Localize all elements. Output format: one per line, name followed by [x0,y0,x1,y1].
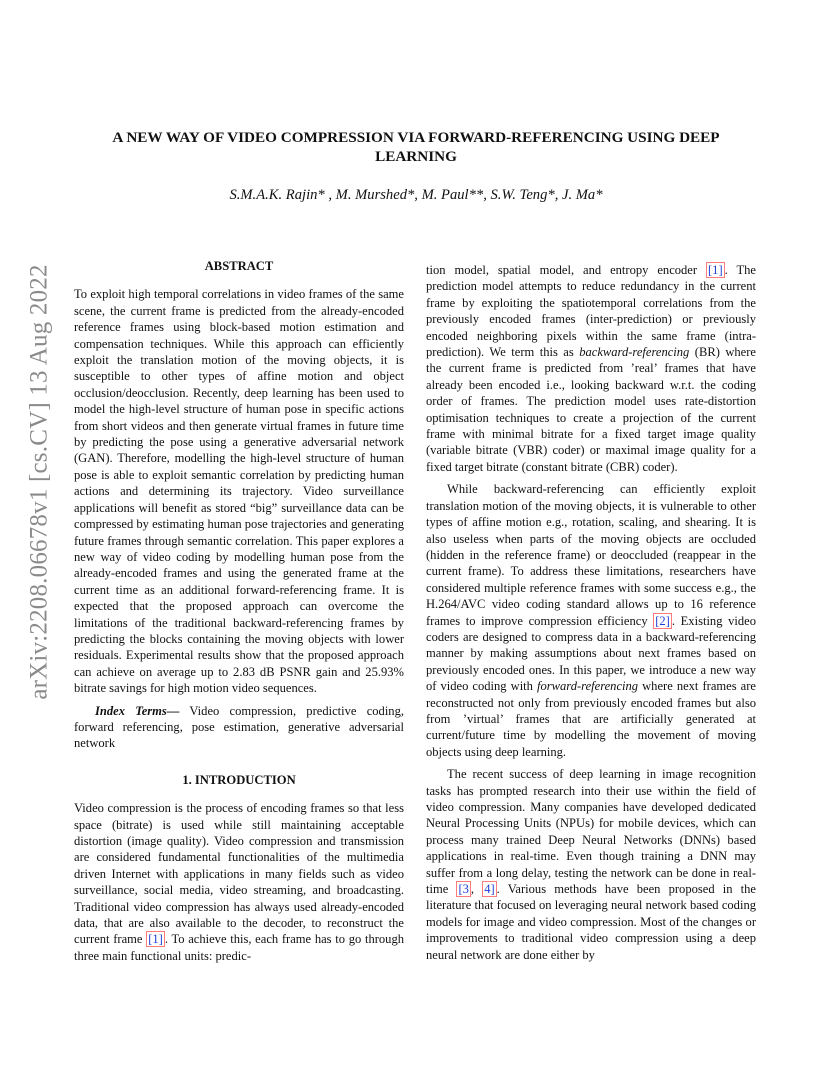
intro-p1-text-b: . To achieve this, each frame has to go through three main functional units: predic- [74,932,404,963]
citation-separator: , [470,882,483,897]
right-p3-text-a: The recent success of deep learning in image recognition tasks has prompted research into their use within the field of video compression. Many companies have developed dedicated Neural Processing Units (NPUs) for mobile devices, which can process many trained Deep Neural Networks (DNNs) based applications in real-time. Even though training a DNN may suffer from a long delay, testing the network can be done in real-time [426,767,756,897]
citation-link[interactable]: [3 [458,882,469,897]
right-paragraph-2 [426,481,756,760]
term-forward-referencing: forward-referencing [537,679,639,694]
right-paragraph-3 [426,766,756,963]
right-p1-text-a: tion model, spatial model, and entropy encoder [426,263,706,277]
intro-paragraph-1 [74,800,404,964]
index-terms [74,703,404,752]
left-column [74,258,404,964]
right-p2-text-a: While backward-referencing can efficiently exploit translation motion of the moving objects, it is vulnerable to other types of affine motion e.g., rotation, scaling, and shearing. It is also useless when parts of the moving objects are occluded (hidden in the reference frame) or deoccluded (reappear in the current frame). To address these limitations, researchers have considered multiple reference frames with some success e.g., the H.264/AVC video coding standard allows up to 16 reference frames to improve compression efficiency [426,482,756,628]
citation-link[interactable]: 4] [484,882,495,897]
introduction-heading: 1. INTRODUCTION [182,772,296,787]
right-p2-text-c: where next frames are reconstructed not only from previously encoded frames but also from ’virtual’ frames that are artificially generated at current/future time by modelling the movement of moving objects using deep learning. [426,679,756,759]
paper-title: A NEW WAY OF VIDEO COMPRESSION VIA FORWARD-REFERENCING USING DEEP LEARNING [112,129,720,165]
intro-p1-text-a: Video compression is the process of encoding frames so that less space (bitrate) is used while still maintaining acceptable distortion (image quality). Video compression and transmission are considered fundamental functionalities of the multimedia driven Internet with applications in many fields such as video surveillance, social media, video streaming, and broadcasting. Traditional video compression has always used already-encoded data, that are also available to the decoder, to reconstruct the current frame [74,801,404,947]
arxiv-identifier-stamp[interactable] [22,264,58,700]
right-column [426,262,756,963]
citation-link[interactable]: [1] [148,932,163,947]
abstract-heading: ABSTRACT [204,259,274,273]
index-terms-text: Video compression, predictive coding, forward referencing, pose estimation, generative adversarial network [74,703,404,751]
arxiv-identifier-text: arXiv:2208.06678v1 [cs.CV] 13 Aug 2022 [26,264,54,700]
right-p3-text-b: . Various methods have been proposed in the literature that focused on leveraging neural network based coding models for image and video compression. Most of the changes or improvements to traditional video compression using a deep neural network are done either by [426,882,757,962]
right-p1-text-c: (BR) where the current frame is predicted from ’real’ frames that have already been encoded i.e., looking backward w.r.t. the coding order of frames. The prediction model uses rate-distortion optimisation techniques to create a projection of the current frame with minimal bitrate for a fixed target image quality (variable bitrate (VBR) coder) or maximal image quality for a fixed target bitrate (constant bitrate (CBR) coder). [426,345,756,474]
right-paragraph-1 [426,262,756,475]
citation-link[interactable]: [1] [708,263,723,277]
paper-authors: S.M.A.K. Rajin* , M. Murshed*, M. Paul**, S.W. Teng*, J. Ma* [229,187,603,203]
citation-link[interactable]: [2] [655,613,670,628]
index-terms-label: Index Terms— [95,703,180,718]
term-backward-referencing: backward-referencing [579,345,690,360]
right-p1-text-b: . The prediction model attempts to reduce redundancy in the current frame by exploiting the spatiotemporal correlations from the previously encoded frames (inter-prediction) or previously encoded neighboring pixels within the same frame (intra-prediction). We term this as [426,263,756,360]
right-p2-text-b: . Existing video coders are designed to compress data in a backward-referencing manner by making assumptions about next frames based on previously encoded ones. In this paper, we introduce a new way of video coding with [426,613,756,694]
abstract-text: To exploit high temporal correlations in video frames of the same scene, the current frame is predicted from the already-encoded reference frames using block-based motion estimation and compensation techniques. While this approach can efficiently exploit the translation motion of the moving objects, it is susceptible to other types of affine motion and object occlusion/deocclusion. Recently, deep learning has been used to model the high-level structure of human pose in specific actions from short videos and then generate virtual frames in future time by predicting the pose using a generative adversarial network (GAN). Therefore, modelling the high-level structure of human pose is able to exploit semantic correlation by predicting human actions and determining its trajectory. Video surveillance applications will benefit as stored “big” surveillance data can be compressed by estimating human pose trajectories and generating future frames through semantic correlation. This paper explores a new way of video coding by modelling human pose from the already-encoded frames and using the generated frame at the current time as an additional forward-referencing frame. It is expected that the proposed approach can overcome the limitations of the traditional backward-referencing frames by predicting the blocks containing the moving objects with lower residuals. Experimental results show that the proposed approach can achieve on average up to 2.83 dB PSNR gain and 25.93% bitrate savings for high motion video sequences. [74,287,404,696]
